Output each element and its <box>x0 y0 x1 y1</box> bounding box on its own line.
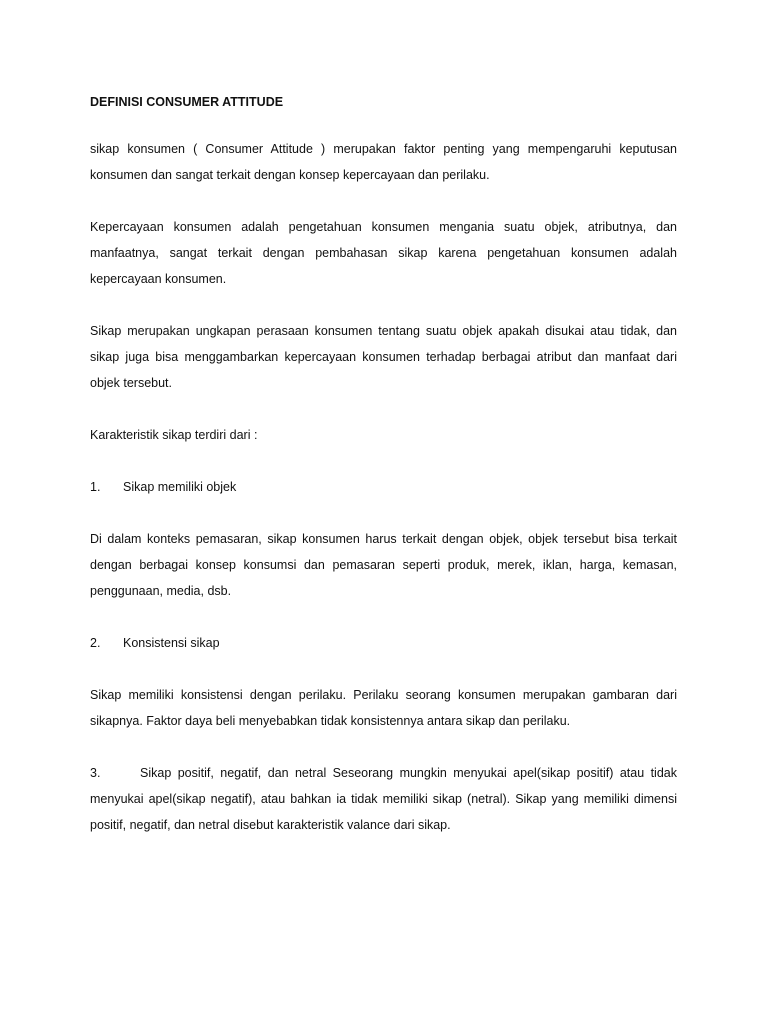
list-item-2-body: Sikap memiliki konsistensi dengan perilaku. Perilaku seorang konsumen merupakan gambaran dari sikapnya. Faktor daya beli menyebabkan tidak konsistennya antara sikap dan perilaku. <box>90 688 677 728</box>
list-item-2-title: Konsistensi sikap <box>123 636 220 650</box>
paragraph-kepercayaan: Kepercayaan konsumen adalah pengetahuan konsumen mengania suatu objek, atributnya, dan manfaatnya, sangat terkait dengan pembahasan sikap karena pengetahuan konsumen adalah kepercayaan konsumen. <box>90 220 677 286</box>
list-item-3 <box>90 760 677 838</box>
list-item-2-heading <box>90 630 677 656</box>
list-item-1-heading <box>90 474 677 500</box>
paragraph-definition: sikap konsumen ( Consumer Attitude ) merupakan faktor penting yang mempengaruhi keputusan konsumen dan sangat terkait dengan konsep kepercayaan dan perilaku. <box>90 142 677 182</box>
paragraph-karakteristik-intro: Karakteristik sikap terdiri dari : <box>90 428 258 442</box>
list-item-1-body: Di dalam konteks pemasaran, sikap konsumen harus terkait dengan objek, objek tersebut bisa terkait dengan berbagai konsep konsumsi dan pemasaran seperti produk, merek, iklan, harga, kemasan, penggunaan, media, dsb. <box>90 532 677 598</box>
paragraph-sikap: Sikap merupakan ungkapan perasaan konsumen tentang suatu objek apakah disukai atau tidak, dan sikap juga bisa menggambarkan kepercayaan konsumen terhadap berbagai atribut dan manfaat dari objek tersebut. <box>90 324 677 390</box>
document-title: DEFINISI CONSUMER ATTITUDE <box>90 95 284 109</box>
list-item-3-text: Sikap positif, negatif, dan netral Seseorang mungkin menyukai apel(sikap positif) atau tidak menyukai apel(sikap negatif), atau bahkan ia tidak memiliki sikap (netral). Sikap yang memiliki dimensi positif, negatif, dan netral disebut karakteristik valance dari sikap. <box>90 766 677 832</box>
document-page <box>90 94 677 864</box>
list-item-1-title: Sikap memiliki objek <box>123 480 237 494</box>
list-item-3-number: 3. <box>90 766 101 780</box>
list-item-1-number: 1. <box>90 480 101 494</box>
list-item-2-number: 2. <box>90 636 101 650</box>
